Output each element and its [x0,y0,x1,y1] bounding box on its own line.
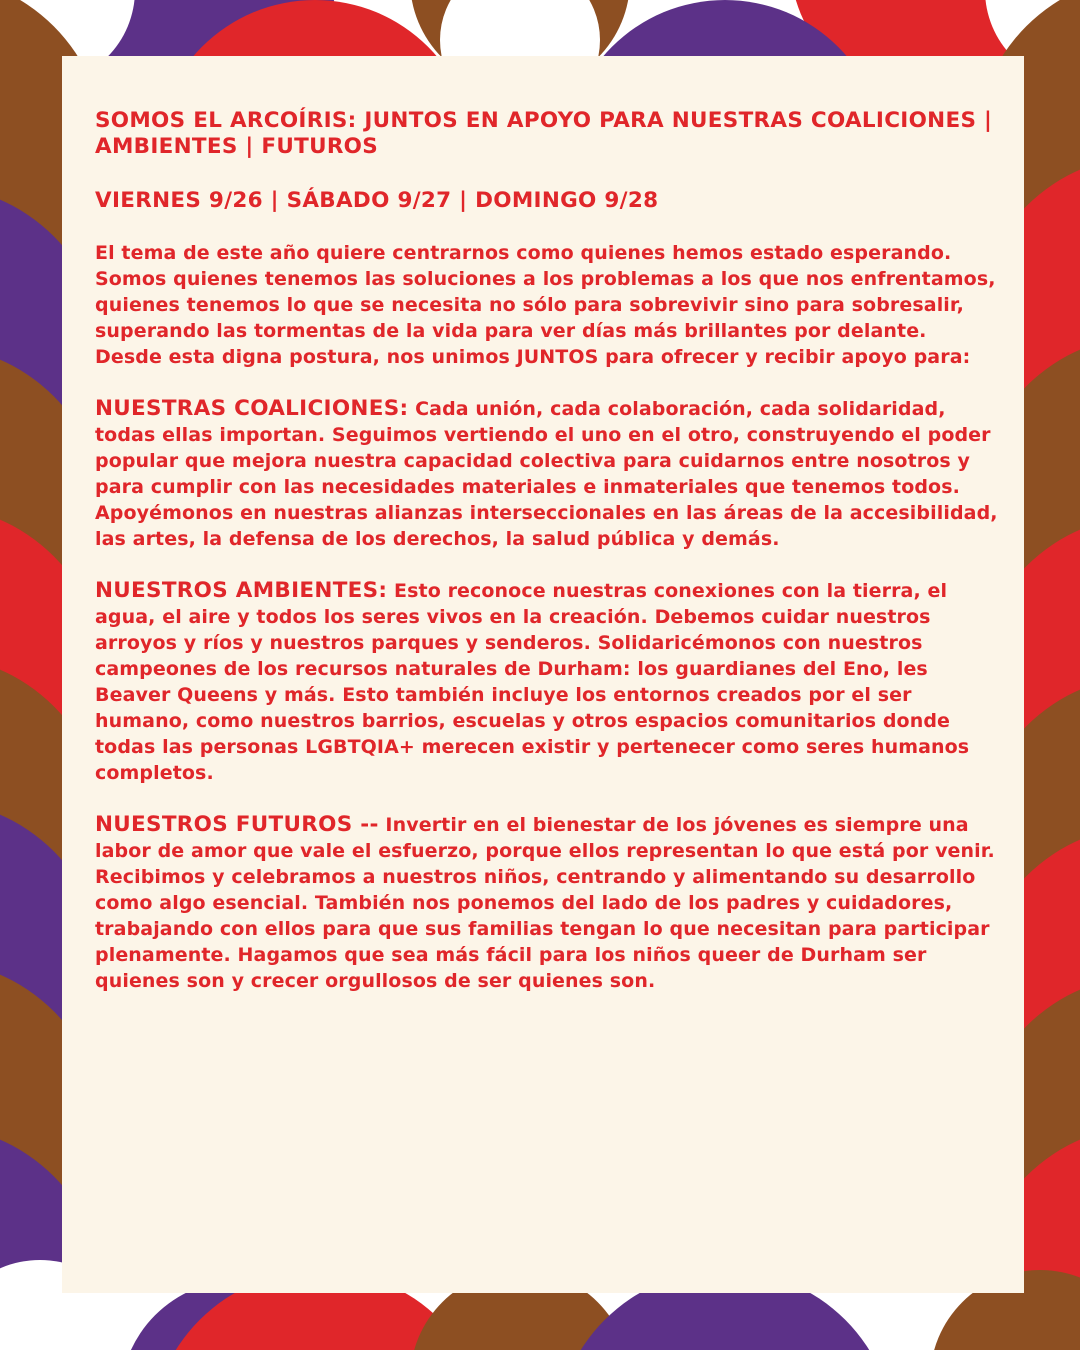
section-coaliciones [95,396,998,552]
section-heading: NUESTROS FUTUROS -- [95,812,379,837]
section-body: Invertir en el bienestar de los jóvenes es siempre una labor de amor que vale el esfuerzo, porque ellos representan lo que está por venir. Recibimos y celebramos a nuestros niños, centrando y alimentando su desarrollo como algo esencial. También nos ponemos del lado de los padres y cuidadores, trabajando con ellos para que sus familias tengan lo que necesitan para participar plenamente. Hagamos que sea más fácil para los niños queer de Durham ser quienes son y crecer orgullosos de ser quienes son. [95,814,995,992]
section-heading: NUESTRAS COALICIONES: [95,396,409,421]
section-futuros [95,812,998,994]
intro-paragraph: El tema de este año quiere centrarnos como quienes hemos estado esperando. Somos quienes tenemos las soluciones a los problemas a los que nos enfrentamos, quienes tenemos lo que se necesita no sólo para sobrevivir sino para sobresalir, superando las tormentas de la vida para ver días más brillantes por delante. Desde esta digna postura, nos unimos JUNTOS para ofrecer y recibir apoyo para: [95,242,996,368]
event-dates: VIERNES 9/26 | SÁBADO 9/27 | DOMINGO 9/28 [95,188,659,213]
section-body: Esto reconoce nuestras conexiones con la tierra, el agua, el aire y todos los seres vivos en la creación. Debemos cuidar nuestros arroyos y ríos y nuestros parques y senderos. Solidaricémonos con nuestros campeones de los recursos naturales de Durham: los guardianes del Eno, les Beaver Queens y más. Esto también incluye los entornos creados por el ser humano, como nuestros barrios, escuelas y otros espacios comunitarios donde todas las personas LGBTQIA+ merecen existir y pertenecer como seres humanos completos. [95,580,970,784]
section-body: Cada unión, cada colaboración, cada solidaridad, todas ellas importan. Seguimos vertiendo el uno en el otro, construyendo el poder popular que mejora nuestra capacidad colectiva para cuidarnos entre nosotros y para cumplir con las necesidades materiales e inmateriales que tenemos todos. Apoyémonos en nuestras alianzas interseccionales en las áreas de la accesibilidad, las artes, la defensa de los derechos, la salud pública y demás. [95,398,998,550]
section-heading: NUESTROS AMBIENTES: [95,578,388,603]
section-ambientes [95,578,998,786]
content-panel [62,56,1024,1293]
event-title: SOMOS EL ARCOÍRIS: JUNTOS EN APOYO PARA NUESTRAS COALICIONES | AMBIENTES | FUTUROS [95,108,993,159]
